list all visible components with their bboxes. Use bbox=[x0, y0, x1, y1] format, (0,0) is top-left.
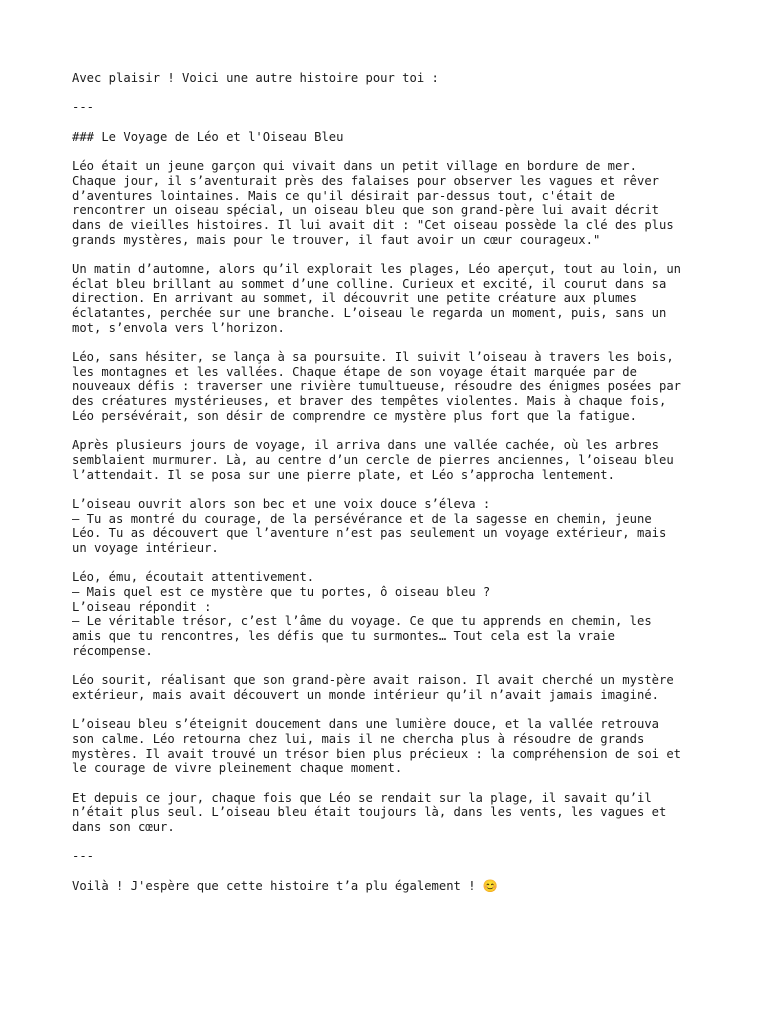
paragraph-line: Après plusieurs jours de voyage, il arriva dans une vallée cachée, où les arbres bbox=[72, 438, 659, 453]
paragraph-line: d’aventures lointaines. Mais ce qu'il désirait par-dessus tout, c'était de bbox=[72, 188, 615, 203]
paragraph-line: extérieur, mais avait découvert un monde intérieur qu’il n’avait jamais imaginé. bbox=[72, 687, 659, 702]
separator-bottom: --- bbox=[72, 849, 95, 864]
paragraph-line: L’oiseau ouvrit alors son bec et une voix douce s’éleva : bbox=[72, 496, 491, 511]
story-heading: ### Le Voyage de Léo et l'Oiseau Bleu bbox=[72, 129, 344, 144]
story-paragraph bbox=[72, 262, 732, 350]
paragraph-line: Léo, ému, écoutait attentivement. bbox=[72, 570, 315, 585]
paragraph-line: un voyage intérieur. bbox=[72, 541, 219, 555]
story-paragraph bbox=[72, 350, 732, 438]
story-paragraph bbox=[72, 791, 732, 850]
paragraph-line: éclatantes, perchée sur une branche. L’oiseau le regarda un moment, puis, sans un bbox=[72, 306, 667, 320]
paragraph-line: des créatures mystérieuses, et braver des tempêtes violentes. Mais à chaque fois, bbox=[72, 394, 667, 409]
paragraph-line: – Le véritable trésor, c’est l’âme du voyage. Ce que tu apprends en chemin, les bbox=[72, 614, 652, 629]
paragraph-line: Léo était un jeune garçon qui vivait dans un petit village en bordure de mer. bbox=[72, 159, 637, 174]
document-page bbox=[72, 71, 732, 894]
story-paragraph bbox=[72, 159, 732, 262]
paragraph-line: Chaque jour, il s’aventurait près des falaises pour observer les vagues et rêver bbox=[72, 173, 659, 188]
paragraph-line: semblaient murmurer. Là, au centre d’un cercle de pierres anciennes, l’oiseau bleu bbox=[72, 452, 674, 467]
paragraph-line: L’oiseau répondit : bbox=[72, 599, 212, 614]
paragraph-line: éclat bleu brillant au sommet d’une colline. Curieux et excité, il courut dans sa bbox=[72, 276, 667, 291]
story-paragraph bbox=[72, 673, 732, 717]
paragraph-line: Léo sourit, réalisant que son grand-père avait raison. Il avait cherché un mystère bbox=[72, 673, 674, 688]
paragraph-line: mot, s’envola vers l’horizon. bbox=[72, 320, 285, 335]
story-body bbox=[72, 159, 732, 849]
paragraph-line: L’oiseau bleu s’éteignit doucement dans une lumière douce, et la vallée retrouva bbox=[72, 717, 659, 732]
separator-top: --- bbox=[72, 100, 95, 115]
story-paragraph bbox=[72, 570, 732, 673]
outro-line: Voilà ! J'espère que cette histoire t’a plu également ! 😊 bbox=[72, 878, 499, 893]
story-paragraph bbox=[72, 717, 732, 790]
paragraph-line: Et depuis ce jour, chaque fois que Léo se rendait sur la plage, il savait qu’il bbox=[72, 790, 652, 805]
paragraph-line: le courage de vivre pleinement chaque moment. bbox=[72, 761, 403, 776]
paragraph-line: Léo persévérait, son désir de comprendre ce mystère plus fort que la fatigue. bbox=[72, 408, 637, 423]
paragraph-line: – Tu as montré du courage, de la persévérance et de la sagesse en chemin, jeune bbox=[72, 511, 652, 526]
story-paragraph bbox=[72, 497, 732, 570]
paragraph-line: dans de vieilles histoires. Il lui avait dit : "Cet oiseau possède la clé des plus bbox=[72, 217, 674, 232]
paragraph-line: récompense. bbox=[72, 643, 153, 658]
story-paragraph bbox=[72, 438, 732, 497]
paragraph-line: les montagnes et les vallées. Chaque étape de son voyage était marquée par de bbox=[72, 364, 637, 379]
intro-line: Avec plaisir ! Voici une autre histoire pour toi : bbox=[72, 71, 439, 85]
paragraph-line: nouveaux défis : traverser une rivière tumultueuse, résoudre des énigmes posées par bbox=[72, 379, 682, 394]
paragraph-line: n’était plus seul. L’oiseau bleu était toujours là, dans les vents, les vagues et bbox=[72, 805, 667, 820]
paragraph-line: rencontrer un oiseau spécial, un oiseau bleu que son grand-père lui avait décrit bbox=[72, 203, 659, 218]
paragraph-line: amis que tu rencontres, les défis que tu surmontes… Tout cela est la vraie bbox=[72, 629, 615, 644]
paragraph-line: direction. En arrivant au sommet, il découvrit une petite créature aux plumes bbox=[72, 291, 637, 306]
paragraph-line: son calme. Léo retourna chez lui, mais il ne chercha plus à résoudre de grands bbox=[72, 731, 645, 746]
paragraph-line: mystères. Il avait trouvé un trésor bien plus précieux : la compréhension de soi et bbox=[72, 746, 682, 761]
paragraph-line: dans son cœur. bbox=[72, 820, 175, 835]
paragraph-line: grands mystères, mais pour le trouver, il faut avoir un cœur courageux." bbox=[72, 232, 601, 247]
paragraph-line: Léo, sans hésiter, se lança à sa poursuite. Il suivit l’oiseau à travers les bois, bbox=[72, 350, 674, 365]
paragraph-line: Léo. Tu as découvert que l’aventure n’est pas seulement un voyage extérieur, mais bbox=[72, 526, 667, 541]
paragraph-line: l’attendait. Il se posa sur une pierre plate, et Léo s’approcha lentement. bbox=[72, 467, 615, 482]
paragraph-line: – Mais quel est ce mystère que tu portes, ô oiseau bleu ? bbox=[72, 585, 491, 600]
paragraph-line: Un matin d’automne, alors qu’il explorait les plages, Léo aperçut, tout au loin, un bbox=[72, 261, 682, 276]
